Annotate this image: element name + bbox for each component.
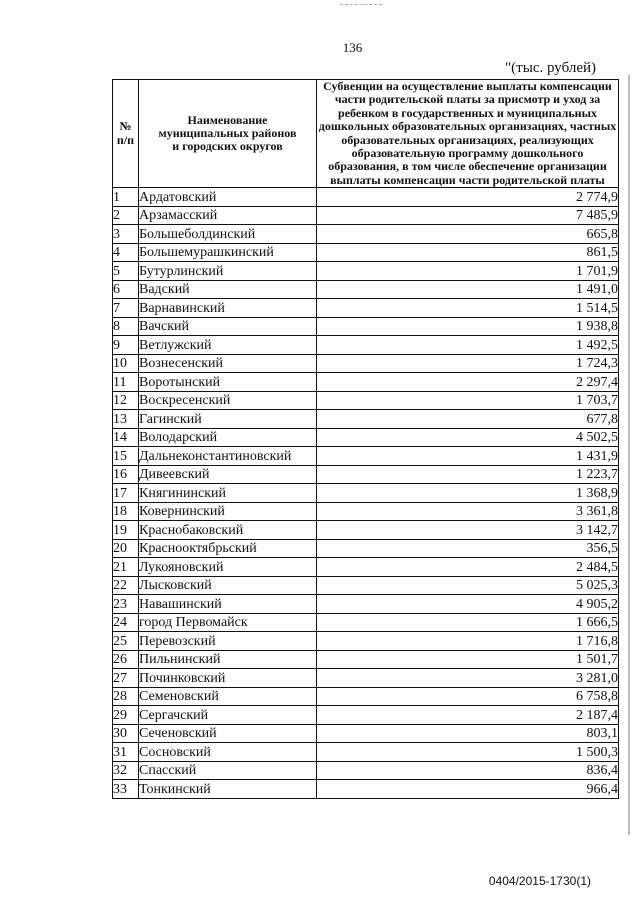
row-municipality-name: Ардатовский xyxy=(139,188,317,207)
row-subsidy-value: 2 484,5 xyxy=(317,558,619,577)
row-municipality-name: Починковский xyxy=(139,669,317,688)
row-subsidy-value: 966,4 xyxy=(317,780,619,799)
row-municipality-name: Воротынский xyxy=(139,373,317,392)
row-number: 20 xyxy=(113,539,139,558)
row-municipality-name: Дальнеконстантиновский xyxy=(139,447,317,466)
table-row xyxy=(113,336,619,355)
row-subsidy-value: 836,4 xyxy=(317,761,619,780)
table-row xyxy=(113,650,619,669)
table-row xyxy=(113,391,619,410)
table-row xyxy=(113,280,619,299)
page-number: 136 xyxy=(342,40,363,55)
table-row xyxy=(113,780,619,799)
table-row xyxy=(113,502,619,521)
row-number: 32 xyxy=(113,761,139,780)
row-municipality-name: Тонкинский xyxy=(139,780,317,799)
row-municipality-name: Лысковский xyxy=(139,576,317,595)
row-municipality-name: город Первомайск xyxy=(139,613,317,632)
table-row xyxy=(113,299,619,318)
header-num xyxy=(113,80,139,188)
table-row xyxy=(113,447,619,466)
row-subsidy-value: 356,5 xyxy=(317,539,619,558)
table-row xyxy=(113,558,619,577)
row-number: 5 xyxy=(113,262,139,281)
row-municipality-name: Пильнинский xyxy=(139,650,317,669)
row-subsidy-value: 1 724,3 xyxy=(317,354,619,373)
row-subsidy-value: 4 905,2 xyxy=(317,595,619,614)
row-municipality-name: Вознесенский xyxy=(139,354,317,373)
row-municipality-name: Арзамасский xyxy=(139,206,317,225)
table-header-row xyxy=(113,80,619,188)
table-row xyxy=(113,761,619,780)
row-number: 28 xyxy=(113,687,139,706)
table-row xyxy=(113,669,619,688)
table-row xyxy=(113,206,619,225)
row-municipality-name: Сергачский xyxy=(139,706,317,725)
table-row xyxy=(113,262,619,281)
row-subsidy-value: 1 666,5 xyxy=(317,613,619,632)
row-subsidy-value: 1 938,8 xyxy=(317,317,619,336)
row-subsidy-value: 1 514,5 xyxy=(317,299,619,318)
row-subsidy-value: 5 025,3 xyxy=(317,576,619,595)
row-number: 14 xyxy=(113,428,139,447)
table-row xyxy=(113,465,619,484)
header-name-text: Наименование муниципальных районов и городских округов xyxy=(158,112,297,154)
row-subsidy-value: 677,8 xyxy=(317,410,619,429)
header-num-text: № п/п xyxy=(116,119,135,147)
row-subsidy-value: 1 501,7 xyxy=(317,650,619,669)
row-number: 27 xyxy=(113,669,139,688)
table-row xyxy=(113,428,619,447)
row-number: 16 xyxy=(113,465,139,484)
row-municipality-name: Навашинский xyxy=(139,595,317,614)
table-row xyxy=(113,687,619,706)
row-subsidy-value: 4 502,5 xyxy=(317,428,619,447)
subsidies-table xyxy=(112,79,619,799)
header-value-text: Субвенции на осуществление выплаты компенсации части родительской платы за присмотр и уход за ребенком в государственных и муниципальных дошкольных образовательных организациях, частных образовательных организациях, реализующих образовательную программу дошкольного образования, в том числе обеспечение организации выплаты компенсации части родительской платы xyxy=(318,79,617,187)
table-row xyxy=(113,724,619,743)
table-row xyxy=(113,317,619,336)
row-subsidy-value: 1 492,5 xyxy=(317,336,619,355)
row-number: 3 xyxy=(113,225,139,244)
row-municipality-name: Краснобаковский xyxy=(139,521,317,540)
row-number: 8 xyxy=(113,317,139,336)
row-subsidy-value: 3 142,7 xyxy=(317,521,619,540)
header-value xyxy=(317,80,619,188)
row-municipality-name: Воскресенский xyxy=(139,391,317,410)
table-row xyxy=(113,410,619,429)
row-municipality-name: Княгининский xyxy=(139,484,317,503)
row-subsidy-value: 1 716,8 xyxy=(317,632,619,651)
table-row xyxy=(113,743,619,762)
row-municipality-name: Спасский xyxy=(139,761,317,780)
row-number: 7 xyxy=(113,299,139,318)
row-subsidy-value: 1 703,7 xyxy=(317,391,619,410)
row-number: 9 xyxy=(113,336,139,355)
row-number: 26 xyxy=(113,650,139,669)
row-municipality-name: Краснооктябрьский xyxy=(139,539,317,558)
table-row xyxy=(113,595,619,614)
document-code: 0404/2015-1730(1) xyxy=(488,874,591,888)
units-label: "(тыс. рублей) xyxy=(505,60,596,76)
table-row xyxy=(113,243,619,262)
row-number: 4 xyxy=(113,243,139,262)
row-municipality-name: Гагинский xyxy=(139,410,317,429)
row-municipality-name: Перевозский xyxy=(139,632,317,651)
row-subsidy-value: 803,1 xyxy=(317,724,619,743)
row-municipality-name: Вачский xyxy=(139,317,317,336)
row-municipality-name: Ветлужский xyxy=(139,336,317,355)
row-subsidy-value: 665,8 xyxy=(317,225,619,244)
row-municipality-name: Володарский xyxy=(139,428,317,447)
row-number: 11 xyxy=(113,373,139,392)
table-row xyxy=(113,225,619,244)
row-number: 17 xyxy=(113,484,139,503)
row-municipality-name: Сеченовский xyxy=(139,724,317,743)
row-subsidy-value: 1 368,9 xyxy=(317,484,619,503)
row-subsidy-value: 1 701,9 xyxy=(317,262,619,281)
scan-edge-line xyxy=(628,75,633,835)
row-municipality-name: Варнавинский xyxy=(139,299,317,318)
row-number: 13 xyxy=(113,410,139,429)
row-subsidy-value: 6 758,8 xyxy=(317,687,619,706)
row-number: 23 xyxy=(113,595,139,614)
row-municipality-name: Вадский xyxy=(139,280,317,299)
row-number: 30 xyxy=(113,724,139,743)
row-number: 1 xyxy=(113,188,139,207)
row-number: 12 xyxy=(113,391,139,410)
header-name xyxy=(139,80,317,188)
row-municipality-name: Большемурашкинский xyxy=(139,243,317,262)
row-subsidy-value: 7 485,9 xyxy=(317,206,619,225)
row-municipality-name: Семеновский xyxy=(139,687,317,706)
row-subsidy-value: 861,5 xyxy=(317,243,619,262)
table-row xyxy=(113,521,619,540)
table-row xyxy=(113,706,619,725)
row-number: 29 xyxy=(113,706,139,725)
row-municipality-name: Ковернинский xyxy=(139,502,317,521)
row-municipality-name: Сосновский xyxy=(139,743,317,762)
table-row xyxy=(113,188,619,207)
row-municipality-name: Дивеевский xyxy=(139,465,317,484)
row-subsidy-value: 1 431,9 xyxy=(317,447,619,466)
row-number: 10 xyxy=(113,354,139,373)
row-number: 18 xyxy=(113,502,139,521)
row-number: 33 xyxy=(113,780,139,799)
scan-top-mark xyxy=(340,4,382,5)
row-subsidy-value: 3 281,0 xyxy=(317,669,619,688)
row-municipality-name: Лукояновский xyxy=(139,558,317,577)
row-number: 19 xyxy=(113,521,139,540)
table-row xyxy=(113,576,619,595)
table-row xyxy=(113,613,619,632)
row-subsidy-value: 1 223,7 xyxy=(317,465,619,484)
row-subsidy-value: 2 774,9 xyxy=(317,188,619,207)
row-subsidy-value: 1 500,3 xyxy=(317,743,619,762)
table-row xyxy=(113,373,619,392)
row-number: 21 xyxy=(113,558,139,577)
row-subsidy-value: 2 187,4 xyxy=(317,706,619,725)
row-number: 6 xyxy=(113,280,139,299)
row-number: 15 xyxy=(113,447,139,466)
table-body xyxy=(113,188,619,799)
row-number: 31 xyxy=(113,743,139,762)
row-number: 22 xyxy=(113,576,139,595)
row-subsidy-value: 2 297,4 xyxy=(317,373,619,392)
row-subsidy-value: 3 361,8 xyxy=(317,502,619,521)
row-number: 24 xyxy=(113,613,139,632)
row-municipality-name: Большеболдинский xyxy=(139,225,317,244)
table-row xyxy=(113,484,619,503)
table-row xyxy=(113,539,619,558)
row-municipality-name: Бутурлинский xyxy=(139,262,317,281)
row-number: 25 xyxy=(113,632,139,651)
table-row xyxy=(113,354,619,373)
table-row xyxy=(113,632,619,651)
row-number: 2 xyxy=(113,206,139,225)
row-subsidy-value: 1 491,0 xyxy=(317,280,619,299)
